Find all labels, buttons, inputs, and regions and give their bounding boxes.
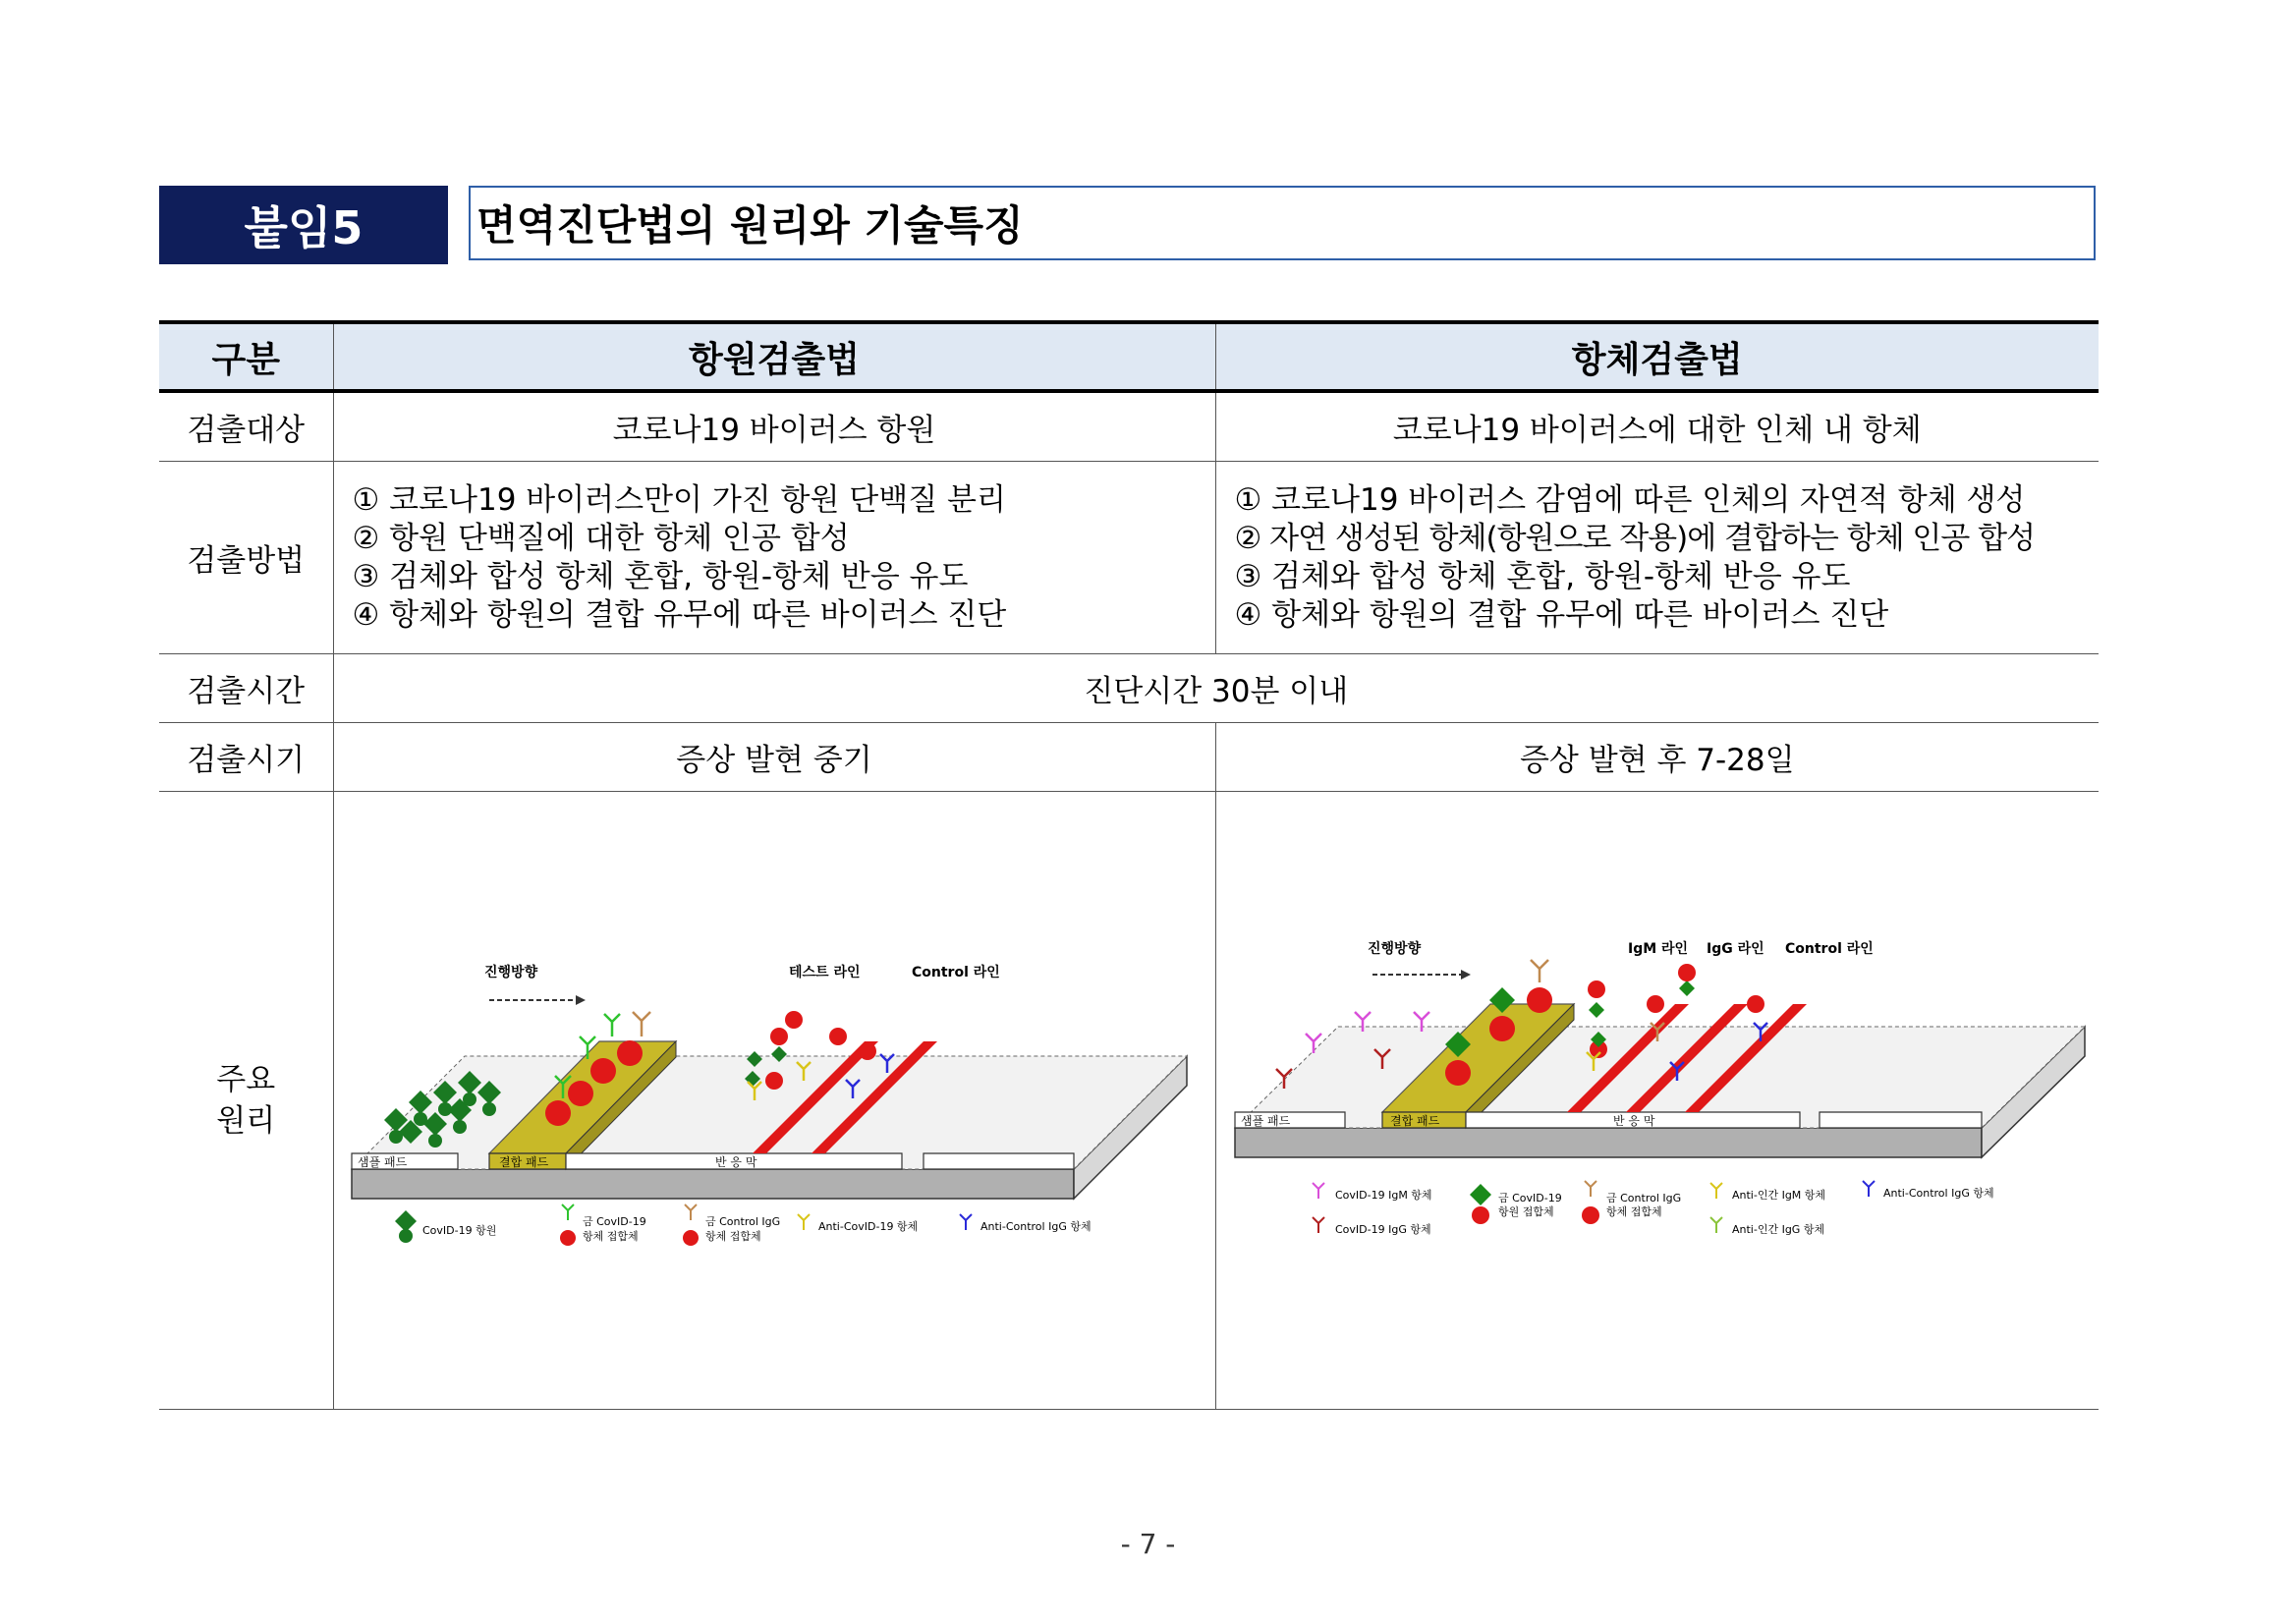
method-step: ④ 항체와 항원의 결합 유무에 따른 바이러스 진단 xyxy=(352,596,1007,633)
cell-antibody-target: 코로나19 바이러스에 대한 인체 내 항체 xyxy=(1215,391,2099,462)
principle-label-1: 주요 xyxy=(216,1062,276,1097)
method-step: ③ 검체와 합성 항체 혼합, 항원-항체 반응 유도 xyxy=(352,558,969,594)
method-step: ① 코로나19 바이러스만이 가진 항원 단백질 분리 xyxy=(352,481,1006,518)
conjugate-pad-label: 결합 패드 xyxy=(1389,1114,1439,1128)
cell-time: 진단시간 30분 이내 xyxy=(333,654,2099,723)
method-step: ① 코로나19 바이러스 감염에 따른 인체의 자연적 항체 생성 xyxy=(1234,481,2026,518)
cell-antigen-target: 코로나19 바이러스 항원 xyxy=(333,391,1215,462)
cell-antibody-method xyxy=(1215,462,2099,654)
row-label: 검출시기 xyxy=(159,723,333,792)
control-line-label: Control 라인 xyxy=(912,965,1000,980)
absorbent-pad xyxy=(1820,1112,1982,1128)
absorbent-pad xyxy=(924,1153,1074,1169)
page-title: 면역진단법의 원리와 기술특징 xyxy=(469,186,2096,260)
comparison-table xyxy=(159,320,2099,1410)
table-header-row xyxy=(159,322,2099,391)
legend-anti-control: Anti-Control IgG 항체 xyxy=(980,1220,1092,1233)
cell-antibody-when: 증상 발현 후 7-28일 xyxy=(1215,723,2099,792)
method-step: ② 자연 생성된 항체(항원으로 작용)에 결합하는 항체 인공 합성 xyxy=(1234,520,2036,556)
page-number: - 7 - xyxy=(1120,1528,1176,1560)
sample-pad-label: 샘플 패드 xyxy=(358,1155,408,1169)
sample-pad-label: 샘플 패드 xyxy=(1240,1114,1290,1128)
legend-gold-control: 금 Control IgG xyxy=(705,1215,781,1228)
legend-antigen: CovID-19 항원 xyxy=(422,1224,497,1237)
control-line-label: Control 라인 xyxy=(1784,941,1874,957)
table-row-time xyxy=(159,654,2099,723)
cell-antigen-when: 증상 발현 중기 xyxy=(333,723,1215,792)
legend xyxy=(1313,1181,1994,1236)
legend-igg: CovID-19 IgG 항체 xyxy=(1334,1223,1431,1236)
row-label: 검출대상 xyxy=(159,391,333,462)
legend xyxy=(395,1204,1092,1246)
column-header-antibody: 항체검출법 xyxy=(1215,322,2099,391)
method-step: ④ 항체와 항원의 결합 유무에 따른 바이러스 진단 xyxy=(1234,596,1889,633)
direction-label: 진행방향 xyxy=(484,965,538,980)
cell-antibody-diagram xyxy=(1215,792,2099,1410)
row-label: 검출방법 xyxy=(159,462,333,654)
legend-anti-igm: Anti-인간 IgM 항체 xyxy=(1731,1189,1825,1202)
table-row-target xyxy=(159,391,2099,462)
legend-gold-control-2: 항체 접합체 xyxy=(705,1230,761,1243)
legend-gold-covid: 금 CovID-19 xyxy=(1497,1192,1562,1204)
test-line-label: 테스트 라인 xyxy=(789,965,861,980)
antigen-test-diagram xyxy=(342,943,1206,1258)
legend-anti-igg: Anti-인간 IgG 항체 xyxy=(1731,1223,1824,1236)
table-row-principle xyxy=(159,792,2099,1410)
legend-igm: CovID-19 IgM 항체 xyxy=(1334,1189,1432,1202)
igm-line-label: IgM 라인 xyxy=(1627,941,1688,957)
conjugate-pad-label: 결합 패드 xyxy=(499,1155,549,1169)
legend-gold-control: 금 Control IgG xyxy=(1605,1192,1681,1204)
antibody-test-diagram xyxy=(1225,933,2090,1267)
igg-line-label: IgG 라인 xyxy=(1706,941,1764,957)
strip-base xyxy=(352,1169,1074,1199)
direction-arrow-head xyxy=(576,995,586,1005)
legend-anti-control: Anti-Control IgG 항체 xyxy=(1882,1187,1994,1200)
method-step: ③ 검체와 합성 항체 혼합, 항원-항체 반응 유도 xyxy=(1234,558,1851,594)
control-antibody-icons xyxy=(633,1012,650,1036)
cell-antigen-method xyxy=(333,462,1215,654)
table-row-when xyxy=(159,723,2099,792)
principle-label-2: 원리 xyxy=(216,1103,276,1139)
legend-gold-covid-2: 항원 접합체 xyxy=(1497,1205,1554,1218)
attachment-label: 붙임5 xyxy=(159,186,448,264)
direction-arrow-head xyxy=(1461,970,1471,980)
strip-base xyxy=(1235,1128,1982,1157)
cell-antigen-diagram xyxy=(333,792,1215,1410)
legend-gold-covid: 금 CovID-19 xyxy=(583,1215,646,1228)
direction-label: 진행방향 xyxy=(1367,941,1421,957)
table-row-method xyxy=(159,462,2099,654)
column-header-category: 구분 xyxy=(159,322,333,391)
row-label xyxy=(159,792,333,1410)
strip-top xyxy=(352,1056,1187,1169)
legend-anti-covid: Anti-CovID-19 항체 xyxy=(818,1220,919,1233)
method-step: ② 항원 단백질에 대한 항체 인공 합성 xyxy=(352,520,850,556)
row-label: 검출시간 xyxy=(159,654,333,723)
legend-gold-covid-2: 항체 접합체 xyxy=(583,1230,639,1243)
membrane-label: 반 응 막 xyxy=(1612,1114,1655,1128)
legend-gold-control-2: 항체 접합체 xyxy=(1605,1205,1662,1218)
column-header-antigen: 항원검출법 xyxy=(333,322,1215,391)
membrane-label: 반 응 막 xyxy=(715,1155,757,1169)
